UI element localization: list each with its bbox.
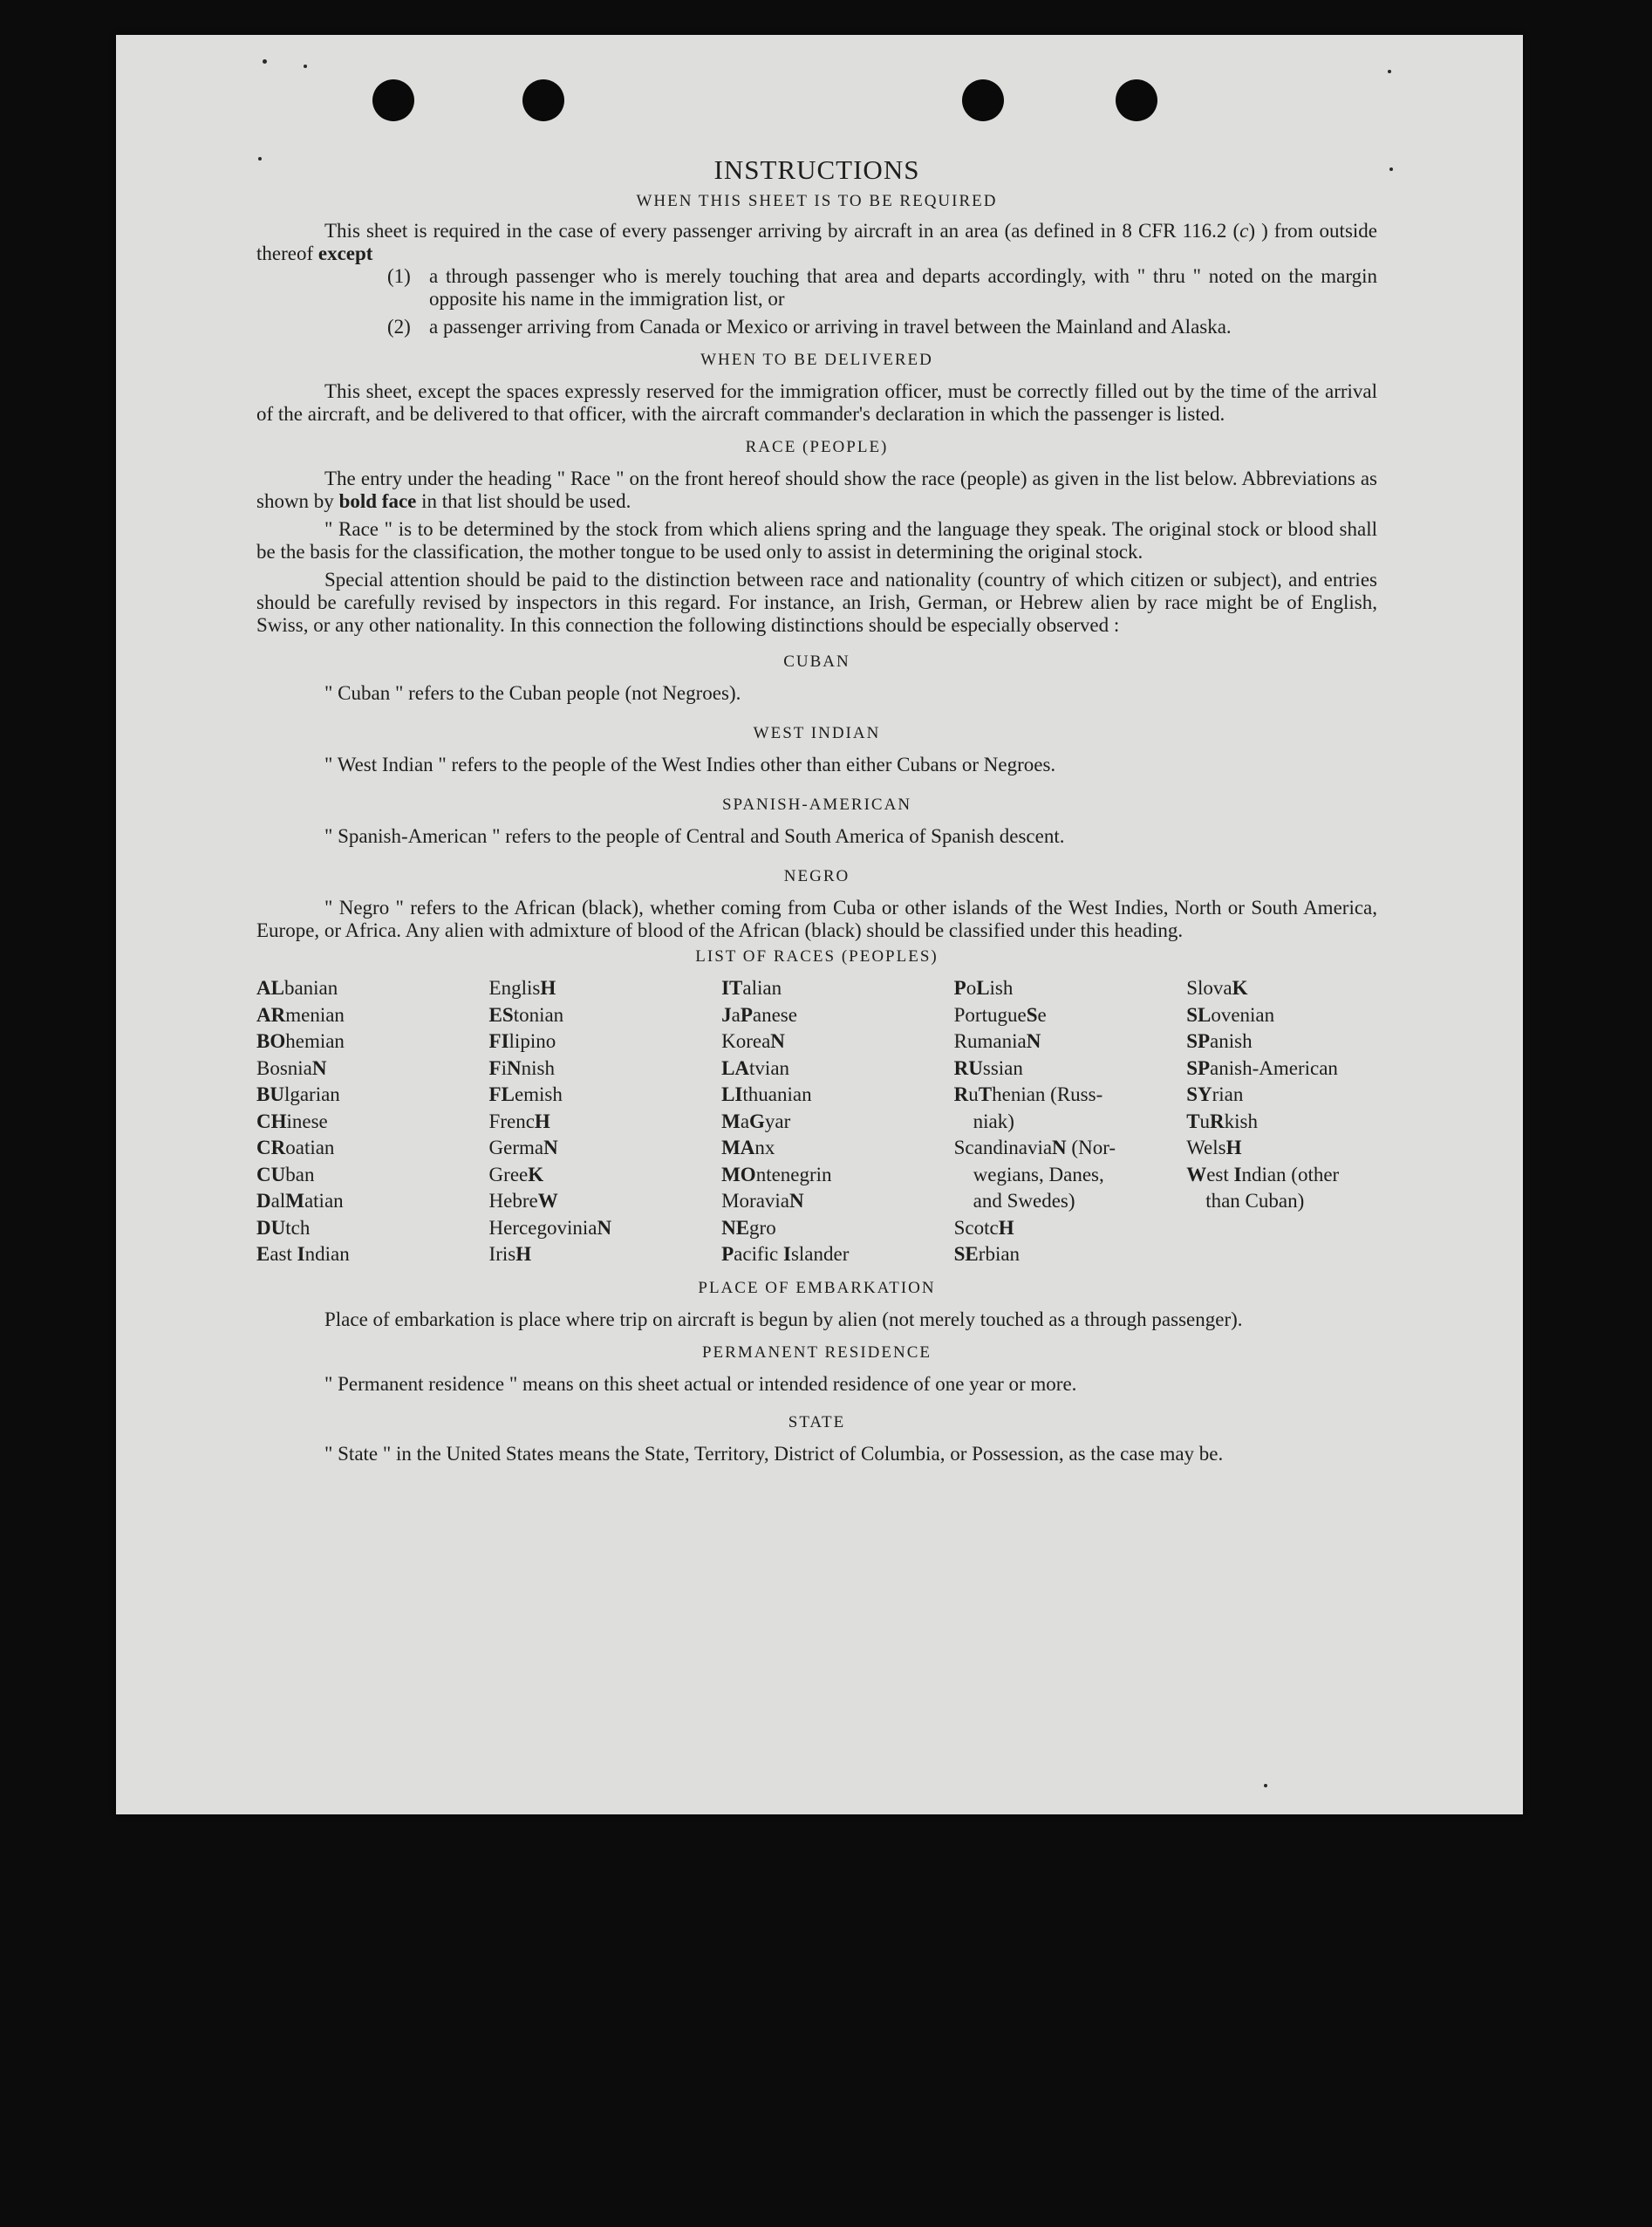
race-entry: HebreW <box>488 1190 558 1212</box>
race-entry: KoreaN <box>721 1030 785 1052</box>
races-list <box>256 975 1377 1268</box>
race-entry: MAnx <box>721 1137 775 1158</box>
race-entry: HercegoviniaN <box>488 1216 612 1239</box>
section-heading-race: RACE (PEOPLE) <box>745 438 889 456</box>
when-required-intro: This sheet is required in the case of every passenger arriving by aircraft in an area (as defined in 8 CFR 116.2 (c) ) from outside thereof except <box>256 220 1377 264</box>
punch-hole <box>522 79 564 121</box>
section-heading-cuban: CUBAN <box>783 652 850 671</box>
race-entry: EStonian <box>488 1003 564 1026</box>
state-text: " State " in the United States means the State, Territory, District of Columbia, or Possession, as the case may be. <box>324 1442 1224 1465</box>
race-entry: ScotcH <box>953 1216 1014 1239</box>
race-entry: SPanish-American <box>1186 1056 1338 1079</box>
cuban-definition: " Cuban " refers to the Cuban people (not Negroes). <box>324 682 741 704</box>
race-entry: ITalian <box>721 977 782 999</box>
section-heading-when-delivered: WHEN TO BE DELIVERED <box>700 351 933 369</box>
race-entry: GreeK <box>488 1163 544 1185</box>
race-entry: PoLish <box>953 977 1014 999</box>
race-entry: LIthuanian <box>721 1083 812 1105</box>
race-entry: SLovenian <box>1186 1003 1275 1026</box>
speck <box>304 65 307 68</box>
race-entry: MOntenegrin <box>721 1163 832 1185</box>
race-entry: RumaniaN <box>953 1030 1041 1052</box>
race-entry: MaGyar <box>721 1110 791 1132</box>
section-heading-state: STATE <box>788 1412 846 1431</box>
race-column <box>1186 975 1377 1268</box>
punch-hole <box>1116 79 1157 121</box>
when-delivered-text: This sheet, except the spaces expressly reserved for the immigration officer, must be correctly filled out by the time of the arrival of the aircraft, and be delivered to that officer, with the aircraft commander's declaration in which the passenger is listed. <box>256 380 1377 425</box>
race-entry: RUssian <box>953 1056 1023 1079</box>
race-paragraph-3: Special attention should be paid to the distinction between race and nationality (country of which citizen or subject), and entries should be carefully revised by inspectors in this regard. For instance, an Irish, German, or Hebrew alien by race might be of English, Swiss, or any other nationality. In this connection the following distinctions should be especially observed : <box>256 569 1377 636</box>
race-entry: JaPanese <box>721 1003 797 1026</box>
race-entry: CRoatian <box>256 1137 335 1158</box>
section-heading-races-list: LIST OF RACES (PEOPLES) <box>695 947 939 966</box>
race-entry: CUban <box>256 1163 315 1185</box>
race-entry: IrisH <box>488 1243 532 1265</box>
race-column <box>256 975 489 1268</box>
race-entry: Pacific Islander <box>721 1243 850 1265</box>
race-entry: TuRkish <box>1186 1110 1258 1132</box>
race-entry: FLemish <box>488 1083 563 1105</box>
section-heading-west-indian: WEST INDIAN <box>753 724 881 742</box>
race-entry: WelsH <box>1186 1137 1242 1158</box>
section-heading-negro: NEGRO <box>783 867 850 885</box>
race-entry: PortugueSe <box>953 1003 1047 1026</box>
list-item: (1) a through passenger who is merely touching that area and departs accordingly, with " thru " noted on the margin opposite his name in the immigration list, or <box>387 265 1377 310</box>
race-entry: BUlgarian <box>256 1083 340 1105</box>
race-entry: DUtch <box>256 1216 311 1239</box>
spanish-american-definition: " Spanish-American " refers to the people of Central and South America of Spanish descent. <box>324 825 1065 847</box>
residence-text: " Permanent residence " means on this sheet actual or intended residence of one year or more. <box>324 1372 1077 1395</box>
race-entry: CHinese <box>256 1110 328 1132</box>
race-entry: ALbanian <box>256 977 338 999</box>
race-entry: West Indian (other than Cuban) <box>1186 1163 1340 1212</box>
race-entry: SErbian <box>953 1243 1021 1265</box>
punch-hole <box>962 79 1004 121</box>
race-entry: RuThenian (Russ- niak) <box>953 1083 1103 1132</box>
speck <box>1389 167 1393 171</box>
section-heading-embarkation: PLACE OF EMBARKATION <box>698 1278 936 1297</box>
section-heading-residence: PERMANENT RESIDENCE <box>701 1342 932 1362</box>
speck <box>1388 70 1391 73</box>
race-entry: FiNnish <box>488 1056 555 1079</box>
punch-hole <box>372 79 414 121</box>
race-entry: BOhemian <box>256 1030 345 1052</box>
race-entry: ARmenian <box>256 1003 345 1026</box>
page-title: INSTRUCTIONS <box>713 154 920 185</box>
race-entry: GermaN <box>488 1137 558 1158</box>
race-paragraph-2: " Race " is to be determined by the stock from which aliens spring and the language they speak. The original stock or blood shall be the basis for the classification, the mother tongue to be used only to assist in determining the original stock. <box>256 518 1377 563</box>
speck <box>263 59 267 64</box>
embarkation-text: Place of embarkation is place where trip on aircraft is begun by alien (not merely touched as a through passenger). <box>324 1308 1243 1330</box>
race-column <box>721 975 954 1268</box>
race-entry: SPanish <box>1186 1030 1253 1052</box>
race-paragraph-1: The entry under the heading " Race " on the front hereof should show the race (people) as given in the list below. Abbreviations as shown by bold face in that list should be used. <box>256 468 1377 512</box>
section-heading-spanish-american: SPANISH-AMERICAN <box>721 796 912 814</box>
race-entry: BosniaN <box>256 1056 327 1079</box>
race-entry: DalMatian <box>256 1190 344 1212</box>
race-entry: East Indian <box>256 1243 350 1265</box>
race-column <box>489 975 722 1268</box>
section-heading-when-required: WHEN THIS SHEET IS TO BE REQUIRED <box>636 192 998 210</box>
race-entry: FrencH <box>488 1110 550 1132</box>
instructions-content <box>256 154 1377 1465</box>
race-entry: FIlipino <box>488 1030 556 1052</box>
race-entry: SYrian <box>1186 1083 1244 1105</box>
negro-definition: " Negro " refers to the African (black), whether coming from Cuba or other islands of the West Indies, North or South America, Europe, or Africa. Any alien with admixture of blood of the African (black) should be classified under this heading. <box>256 897 1377 941</box>
speck <box>1264 1784 1267 1787</box>
race-entry: ScandinaviaN (Nor- wegians, Danes, and Swedes) <box>953 1137 1116 1212</box>
race-column <box>954 975 1187 1268</box>
list-item: (2) a passenger arriving from Canada or Mexico or arriving in travel between the Mainland and Alaska. <box>387 316 1232 338</box>
document-page <box>116 35 1523 1814</box>
race-entry: LAtvian <box>721 1056 790 1079</box>
west-indian-definition: " West Indian " refers to the people of the West Indies other than either Cubans or Negroes. <box>324 754 1056 775</box>
race-entry: EnglisH <box>488 977 556 999</box>
race-entry: NEgro <box>721 1216 776 1239</box>
race-entry: SlovaK <box>1186 977 1248 999</box>
race-entry: MoraviaN <box>721 1190 804 1212</box>
